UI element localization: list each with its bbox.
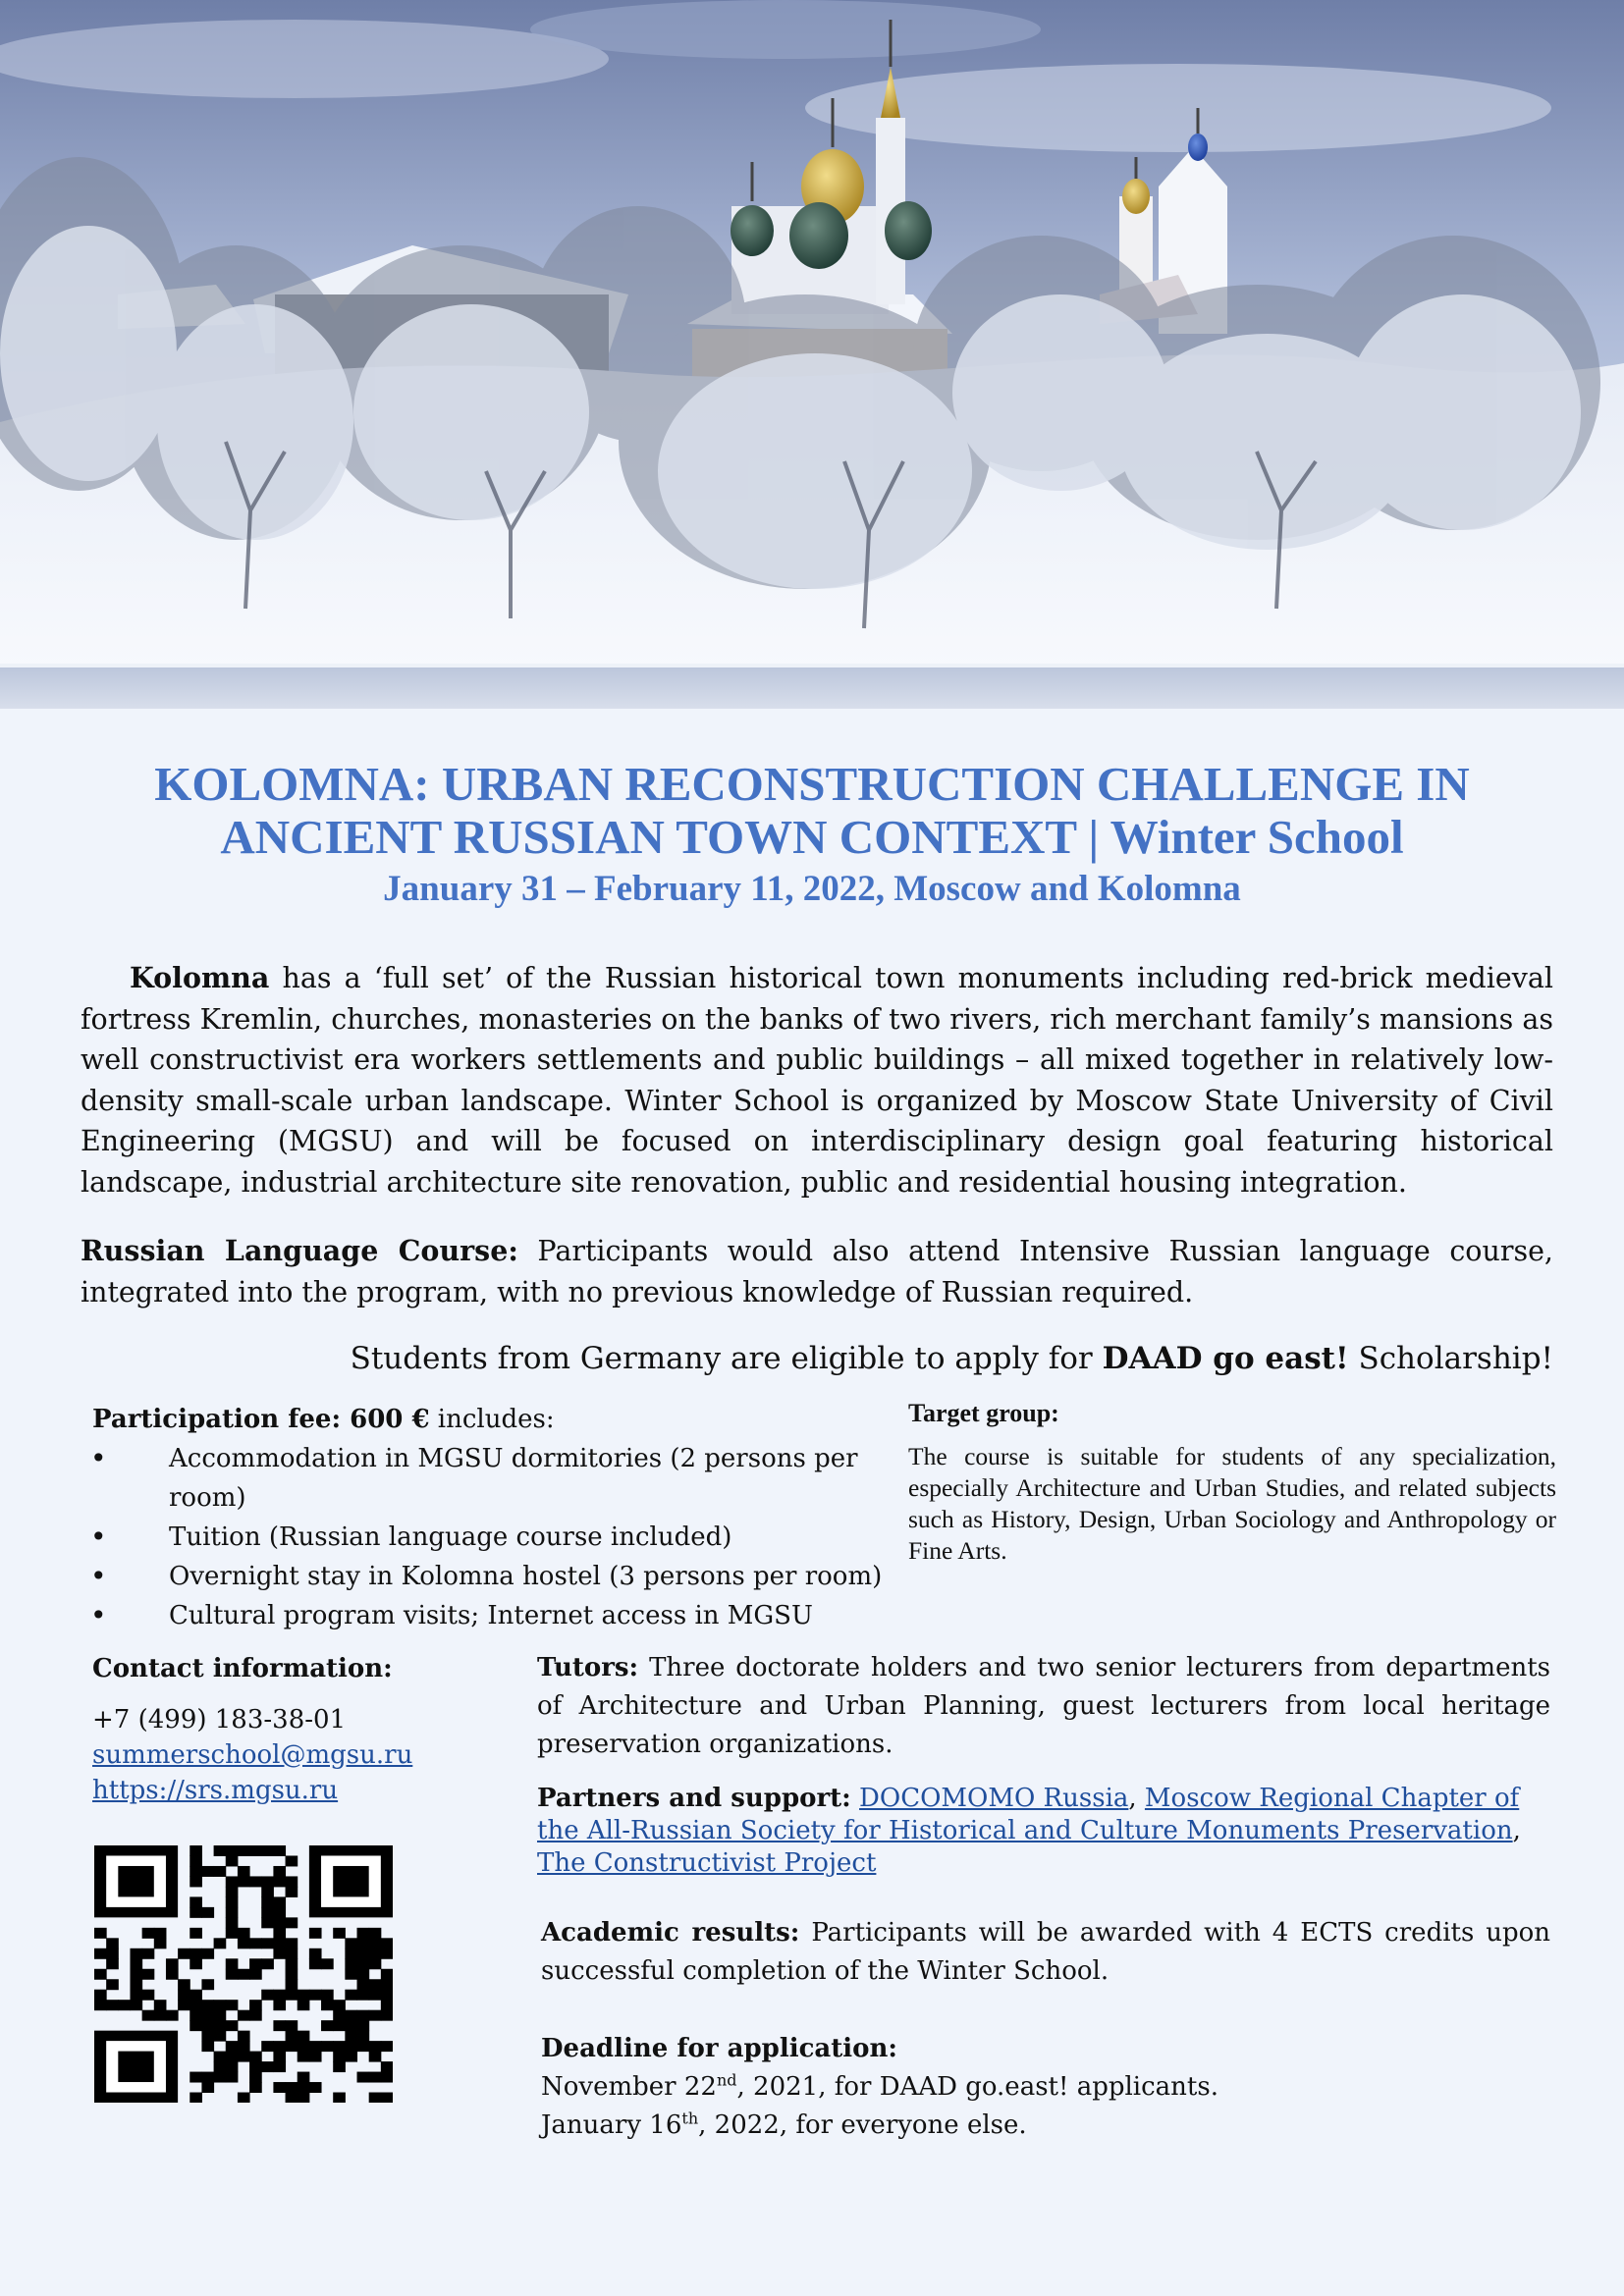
daad-before: Students from Germany are eligible to apply for <box>350 1341 1103 1376</box>
contact-email-link[interactable]: summerschool@mgsu.ru <box>92 1740 413 1770</box>
deadline-daad-suffix: nd <box>716 2070 737 2090</box>
contact-phone: +7 (499) 183-38-01 <box>92 1705 347 1735</box>
list-item: • Tuition (Russian language course included) <box>92 1518 897 1557</box>
tutors-paragraph <box>537 1649 1550 1764</box>
academic-results-paragraph <box>541 1914 1550 1991</box>
qr-code-graphic <box>94 1845 393 2103</box>
fee-suffix: includes: <box>429 1405 555 1434</box>
deadline-daad-text: , 2021, for DAAD go.east! applicants. <box>736 2072 1218 2102</box>
contact-website-link[interactable]: https://srs.mgsu.ru <box>92 1776 339 1805</box>
event-dates: January 31 – February 11, 2022, Moscow and Kolomna <box>383 869 1241 909</box>
list-item: • Cultural program visits; Internet access in MGSU <box>92 1596 897 1635</box>
partner-link-docomomo[interactable]: DOCOMOMO Russia <box>859 1784 1129 1813</box>
deadline-daad-date: November 22 <box>541 2072 717 2102</box>
partner-separator: , <box>1512 1816 1521 1845</box>
daad-scholarship-note <box>81 1337 1553 1380</box>
deadline-section <box>541 2030 1550 2145</box>
page-title <box>0 758 1624 864</box>
tutors-label: Tutors: <box>537 1653 639 1682</box>
intro-lead: Kolomna <box>130 961 270 994</box>
intro-paragraph <box>81 958 1553 1202</box>
fee-heading <box>92 1400 897 1439</box>
tutors-text: Three doctorate holders and two senior lecturers from departments of Architecture and Urban Planning, guest lecturers from local heritage preservation organizations. <box>537 1653 1550 1759</box>
hero-photo-kolomna-winter <box>0 0 1624 709</box>
deadline-general-suffix: th <box>681 2109 699 2128</box>
participation-fee-section <box>92 1400 897 1635</box>
partners-paragraph <box>537 1783 1550 1880</box>
partner-link-moscow-regional-chapter[interactable]: Moscow Regional Chapter of the All-Russian Society for Historical and Culture Monuments Preservation <box>537 1784 1520 1845</box>
target-group-label: Target group: <box>908 1399 1059 1427</box>
deadline-general <box>541 2107 1550 2145</box>
qr-code[interactable] <box>94 1845 393 2107</box>
title-line-1: KOLOMNA: URBAN RECONSTRUCTION CHALLENGE IN <box>154 757 1470 811</box>
deadline-general-date: January 16 <box>541 2110 682 2140</box>
contact-label: Contact information: <box>92 1654 393 1683</box>
language-course-label: Russian Language Course: <box>81 1234 518 1267</box>
list-item: • Overnight stay in Kolomna hostel (3 persons per room) <box>92 1557 897 1596</box>
language-course-paragraph <box>81 1231 1553 1312</box>
deadline-label: Deadline for application: <box>541 2034 898 2063</box>
partner-link-constructivist-project[interactable]: The Constructivist Project <box>537 1848 877 1878</box>
language-course-text: Participants would also attend Intensive Russian language course, integrated into the program, with no previous knowledge of Russian required. <box>81 1235 1553 1308</box>
partner-separator: , <box>1128 1784 1145 1813</box>
deadline-daad <box>541 2068 1550 2107</box>
academic-label: Academic results: <box>541 1918 800 1948</box>
partners-label: Partners and support: <box>537 1784 851 1813</box>
target-group-section <box>908 1398 1556 1567</box>
daad-bold: DAAD go east! <box>1102 1341 1349 1376</box>
list-item: • Accommodation in MGSU dormitories (2 persons per room) <box>92 1439 897 1518</box>
fee-label: Participation fee: 600 € <box>92 1405 430 1434</box>
deadline-general-text: , 2022, for everyone else. <box>698 2110 1027 2140</box>
academic-text: Participants will be awarded with 4 ECTS credits upon successful completion of the Winter School. <box>541 1918 1551 1986</box>
title-line-2: ANCIENT RUSSIAN TOWN CONTEXT | Winter School <box>220 810 1404 864</box>
intro-text: has a ‘full set’ of the Russian historical town monuments including red-brick medieval fortress Kremlin, churches, monasteries on the banks of two rivers, rich merchant family’s mansions as well constructivist era workers settlements and public buildings – all mixed together in relatively low-density small-scale urban landscape. Winter School is organized by Moscow State University of Civil Engineering (MGSU) and will be focused on interdisciplinary design goal featuring historical landscape, industrial architecture site renovation, public and residential housing integration. <box>81 962 1553 1199</box>
daad-after: Scholarship! <box>1348 1341 1553 1376</box>
hero-illustration <box>0 0 1624 709</box>
target-group-text: The course is suitable for students of any specialization, especially Architecture and Urban Studies, and related subjects such as History, Design, Urban Sociology and Anthropology or Fine Arts. <box>908 1442 1556 1565</box>
contact-section <box>92 1651 485 1808</box>
title-block <box>0 758 1624 911</box>
fee-includes-list <box>92 1439 897 1635</box>
